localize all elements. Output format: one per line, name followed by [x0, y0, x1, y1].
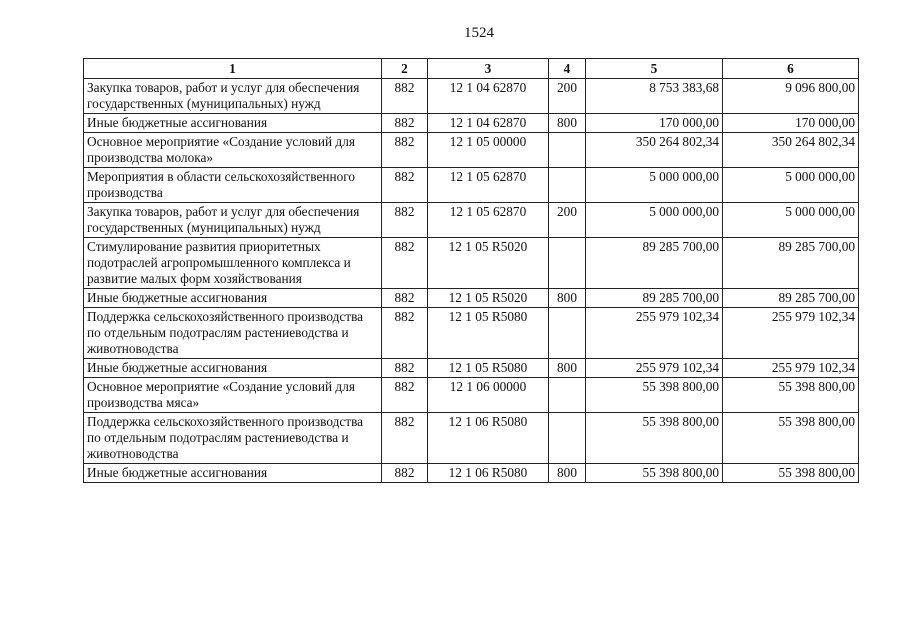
- table-header-row: [84, 59, 859, 79]
- cell-target-code: 12 1 06 00000: [428, 378, 549, 413]
- cell-item-name: Закупка товаров, работ и услуг для обеспечения государственных (муниципальных) нужд: [84, 79, 382, 114]
- cell-target-code: 12 1 05 R5080: [428, 308, 549, 359]
- cell-target-code: 12 1 05 62870: [428, 203, 549, 238]
- cell-target-code: 12 1 04 62870: [428, 79, 549, 114]
- cell-amount-year-2: 55 398 800,00: [723, 464, 859, 483]
- cell-target-code: 12 1 05 R5020: [428, 289, 549, 308]
- cell-department-code: 882: [382, 378, 428, 413]
- cell-item-name: Поддержка сельскохозяйственного производства по отдельным подотраслям растениеводства и животноводства: [84, 413, 382, 464]
- cell-expense-type: 800: [549, 114, 586, 133]
- header-cell: 6: [723, 59, 859, 79]
- cell-amount-year-2: 55 398 800,00: [723, 413, 859, 464]
- cell-amount-year-2: 5 000 000,00: [723, 203, 859, 238]
- cell-expense-type: [549, 308, 586, 359]
- cell-target-code: 12 1 05 62870: [428, 168, 549, 203]
- cell-amount-year-1: 255 979 102,34: [586, 308, 723, 359]
- header-cell: 1: [84, 59, 382, 79]
- cell-department-code: 882: [382, 308, 428, 359]
- cell-item-name: Иные бюджетные ассигнования: [84, 114, 382, 133]
- table-row: [84, 359, 859, 378]
- cell-expense-type: [549, 133, 586, 168]
- cell-department-code: 882: [382, 79, 428, 114]
- cell-amount-year-2: 170 000,00: [723, 114, 859, 133]
- cell-department-code: 882: [382, 203, 428, 238]
- table-row: [84, 203, 859, 238]
- cell-amount-year-1: 55 398 800,00: [586, 378, 723, 413]
- cell-item-name: Основное мероприятие «Создание условий для производства молока»: [84, 133, 382, 168]
- cell-amount-year-2: 255 979 102,34: [723, 359, 859, 378]
- cell-amount-year-1: 55 398 800,00: [586, 413, 723, 464]
- table-row: [84, 378, 859, 413]
- cell-department-code: 882: [382, 464, 428, 483]
- cell-amount-year-1: 5 000 000,00: [586, 203, 723, 238]
- cell-department-code: 882: [382, 133, 428, 168]
- cell-expense-type: [549, 168, 586, 203]
- cell-target-code: 12 1 05 R5020: [428, 238, 549, 289]
- page-number: 1524: [464, 25, 494, 41]
- table-row: [84, 238, 859, 289]
- budget-table: [83, 58, 859, 483]
- cell-amount-year-1: 5 000 000,00: [586, 168, 723, 203]
- cell-item-name: Иные бюджетные ассигнования: [84, 289, 382, 308]
- cell-department-code: 882: [382, 289, 428, 308]
- cell-department-code: 882: [382, 359, 428, 378]
- cell-target-code: 12 1 04 62870: [428, 114, 549, 133]
- cell-target-code: 12 1 05 R5080: [428, 359, 549, 378]
- cell-amount-year-2: 55 398 800,00: [723, 378, 859, 413]
- table-row: [84, 308, 859, 359]
- cell-amount-year-1: 170 000,00: [586, 114, 723, 133]
- cell-item-name: Закупка товаров, работ и услуг для обеспечения государственных (муниципальных) нужд: [84, 203, 382, 238]
- cell-expense-type: [549, 413, 586, 464]
- cell-expense-type: 200: [549, 203, 586, 238]
- cell-department-code: 882: [382, 168, 428, 203]
- cell-amount-year-1: 89 285 700,00: [586, 289, 723, 308]
- header-cell: 5: [586, 59, 723, 79]
- cell-amount-year-2: 89 285 700,00: [723, 238, 859, 289]
- header-cell: 3: [428, 59, 549, 79]
- cell-expense-type: [549, 378, 586, 413]
- cell-item-name: Основное мероприятие «Создание условий для производства мяса»: [84, 378, 382, 413]
- cell-department-code: 882: [382, 114, 428, 133]
- cell-amount-year-1: 89 285 700,00: [586, 238, 723, 289]
- cell-expense-type: 800: [549, 359, 586, 378]
- cell-amount-year-2: 5 000 000,00: [723, 168, 859, 203]
- table-body: [84, 79, 859, 483]
- cell-item-name: Иные бюджетные ассигнования: [84, 359, 382, 378]
- cell-target-code: 12 1 05 00000: [428, 133, 549, 168]
- cell-expense-type: 200: [549, 79, 586, 114]
- cell-amount-year-1: 255 979 102,34: [586, 359, 723, 378]
- cell-target-code: 12 1 06 R5080: [428, 464, 549, 483]
- cell-item-name: Иные бюджетные ассигнования: [84, 464, 382, 483]
- table-row: [84, 114, 859, 133]
- cell-amount-year-2: 9 096 800,00: [723, 79, 859, 114]
- cell-item-name: Мероприятия в области сельскохозяйственного производства: [84, 168, 382, 203]
- table-row: [84, 79, 859, 114]
- cell-item-name: Стимулирование развития приоритетных подотраслей агропромышленного комплекса и развитие малых форм хозяйствования: [84, 238, 382, 289]
- table-row: [84, 168, 859, 203]
- header-cell: 2: [382, 59, 428, 79]
- cell-target-code: 12 1 06 R5080: [428, 413, 549, 464]
- cell-item-name: Поддержка сельскохозяйственного производства по отдельным подотраслям растениеводства и животноводства: [84, 308, 382, 359]
- cell-amount-year-1: 8 753 383,68: [586, 79, 723, 114]
- cell-amount-year-2: 350 264 802,34: [723, 133, 859, 168]
- cell-department-code: 882: [382, 238, 428, 289]
- cell-expense-type: 800: [549, 289, 586, 308]
- header-cell: 4: [549, 59, 586, 79]
- cell-expense-type: [549, 238, 586, 289]
- cell-amount-year-2: 255 979 102,34: [723, 308, 859, 359]
- table-row: [84, 464, 859, 483]
- cell-expense-type: 800: [549, 464, 586, 483]
- cell-department-code: 882: [382, 413, 428, 464]
- cell-amount-year-2: 89 285 700,00: [723, 289, 859, 308]
- cell-amount-year-1: 350 264 802,34: [586, 133, 723, 168]
- cell-amount-year-1: 55 398 800,00: [586, 464, 723, 483]
- table-row: [84, 413, 859, 464]
- table-row: [84, 289, 859, 308]
- table-row: [84, 133, 859, 168]
